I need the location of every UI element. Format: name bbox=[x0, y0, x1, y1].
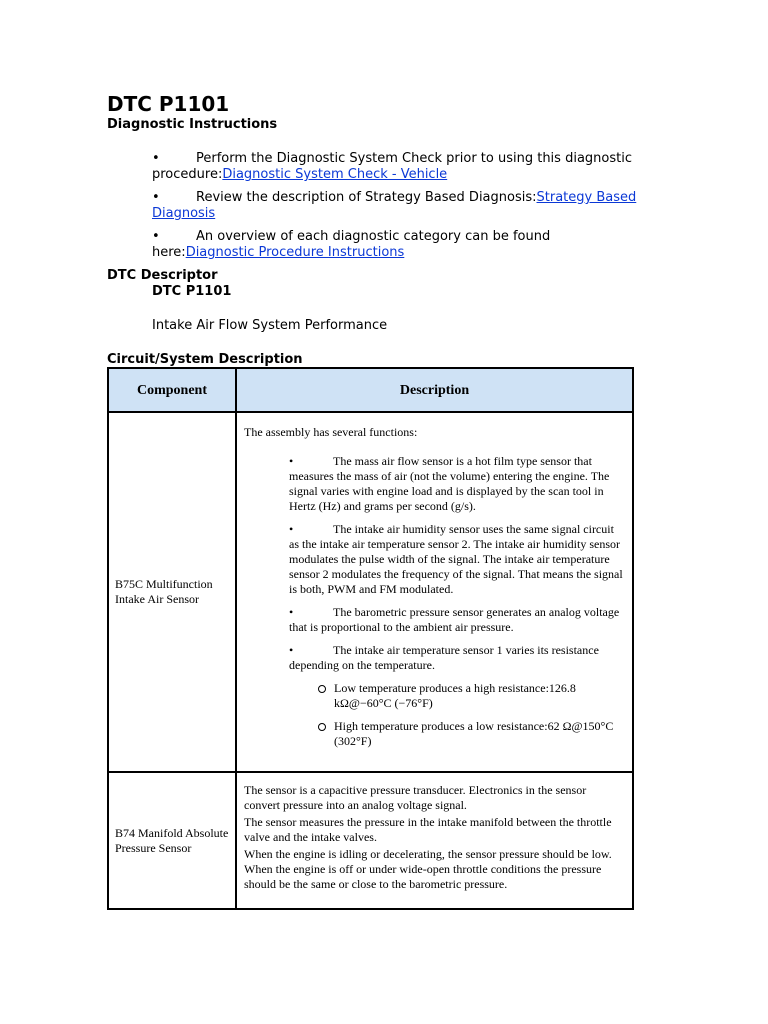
list-item-text: The barometric pressure sensor generates an analog voltage that is proportional to the ambient air pressure. bbox=[289, 605, 620, 634]
list-item bbox=[289, 605, 625, 635]
bullet-dot: • bbox=[289, 522, 294, 536]
description-cell bbox=[236, 772, 633, 909]
list-item-text: Review the description of Strategy Based Diagnosis: bbox=[196, 190, 537, 205]
circle-bullet-icon bbox=[318, 723, 326, 731]
table-header-row bbox=[108, 368, 633, 412]
description-intro: The assembly has several functions: bbox=[244, 425, 418, 439]
list-item bbox=[152, 190, 647, 222]
dtc-code: DTC P1101 bbox=[152, 284, 232, 299]
list-item bbox=[289, 522, 625, 597]
link-diagnostic-procedure-instructions[interactable]: Diagnostic Procedure Instructions bbox=[185, 245, 405, 260]
page-title: DTC P1101 bbox=[107, 92, 230, 116]
list-item-text: An overview of each diagnostic category can be found here: bbox=[152, 229, 551, 260]
column-header-description: Description bbox=[236, 368, 633, 412]
list-item-text: Perform the Diagnostic System Check prior to using this diagnostic procedure: bbox=[152, 151, 632, 182]
circuit-system-heading: Circuit/System Description bbox=[107, 352, 303, 367]
table-row bbox=[108, 412, 633, 772]
dtc-descriptor-heading: DTC Descriptor bbox=[107, 268, 218, 283]
description-cell bbox=[236, 412, 633, 772]
circle-bullet-icon bbox=[318, 685, 326, 693]
bullet-dot: • bbox=[152, 151, 160, 166]
bullet-dot: • bbox=[152, 229, 160, 244]
bullet-dot: • bbox=[289, 605, 294, 619]
sub-list-item-text: Low temperature produces a high resistance:126.8 kΩ@−60°C (−76°F) bbox=[334, 681, 576, 710]
list-item bbox=[289, 454, 625, 514]
diagnostic-instructions-heading: Diagnostic Instructions bbox=[107, 117, 278, 132]
list-item-text: The intake air humidity sensor uses the same signal circuit as the intake air temperature sensor 2. The intake air humidity sensor modulates the pulse width of the signal. The intake air temperature sensor 2 modulates the frequency of the signal. That means the signal is both, PWM and FM modulated. bbox=[289, 522, 623, 596]
list-item bbox=[152, 151, 647, 183]
link-strategy-based-diagnosis[interactable]: Strategy Based Diagnosis bbox=[152, 190, 637, 221]
sub-list-item bbox=[318, 719, 625, 749]
component-cell: B74 Manifold Absolute Pressure Sensor bbox=[108, 772, 236, 909]
sub-list-item-text: High temperature produces a low resistance:62 Ω@150°C (302°F) bbox=[334, 719, 614, 748]
column-header-component: Component bbox=[108, 368, 236, 412]
dtc-description: Intake Air Flow System Performance bbox=[152, 318, 388, 333]
list-item bbox=[289, 643, 625, 673]
instruction-list bbox=[152, 151, 647, 268]
bullet-dot: • bbox=[289, 643, 294, 657]
bullet-dot: • bbox=[289, 454, 294, 468]
link-diagnostic-system-check[interactable]: Diagnostic System Check - Vehicle bbox=[222, 167, 448, 182]
description-paragraph: The sensor is a capacitive pressure transducer. Electronics in the sensor convert pressure into an analog voltage signal. bbox=[244, 783, 587, 812]
sub-list-item bbox=[318, 681, 625, 711]
component-cell: B75C Multifunction Intake Air Sensor bbox=[108, 412, 236, 772]
table-row bbox=[108, 772, 633, 909]
description-paragraph: When the engine is idling or decelerating, the sensor pressure should be low. When the engine is off or under wide-open throttle conditions the pressure should be the same or close to the barometric pressure. bbox=[244, 847, 612, 891]
circuit-description-table bbox=[107, 367, 634, 910]
list-item bbox=[152, 229, 647, 261]
list-item-text: The mass air flow sensor is a hot film type sensor that measures the mass of air (not the volume) entering the engine. The signal varies with engine load and is displayed by the scan tool in Hertz (Hz) and grams per second (g/s). bbox=[289, 454, 610, 513]
description-paragraph: The sensor measures the pressure in the intake manifold between the throttle valve and the intake valves. bbox=[244, 815, 612, 844]
list-item-text: The intake air temperature sensor 1 varies its resistance depending on the temperature. bbox=[289, 643, 599, 672]
bullet-dot: • bbox=[152, 190, 160, 205]
